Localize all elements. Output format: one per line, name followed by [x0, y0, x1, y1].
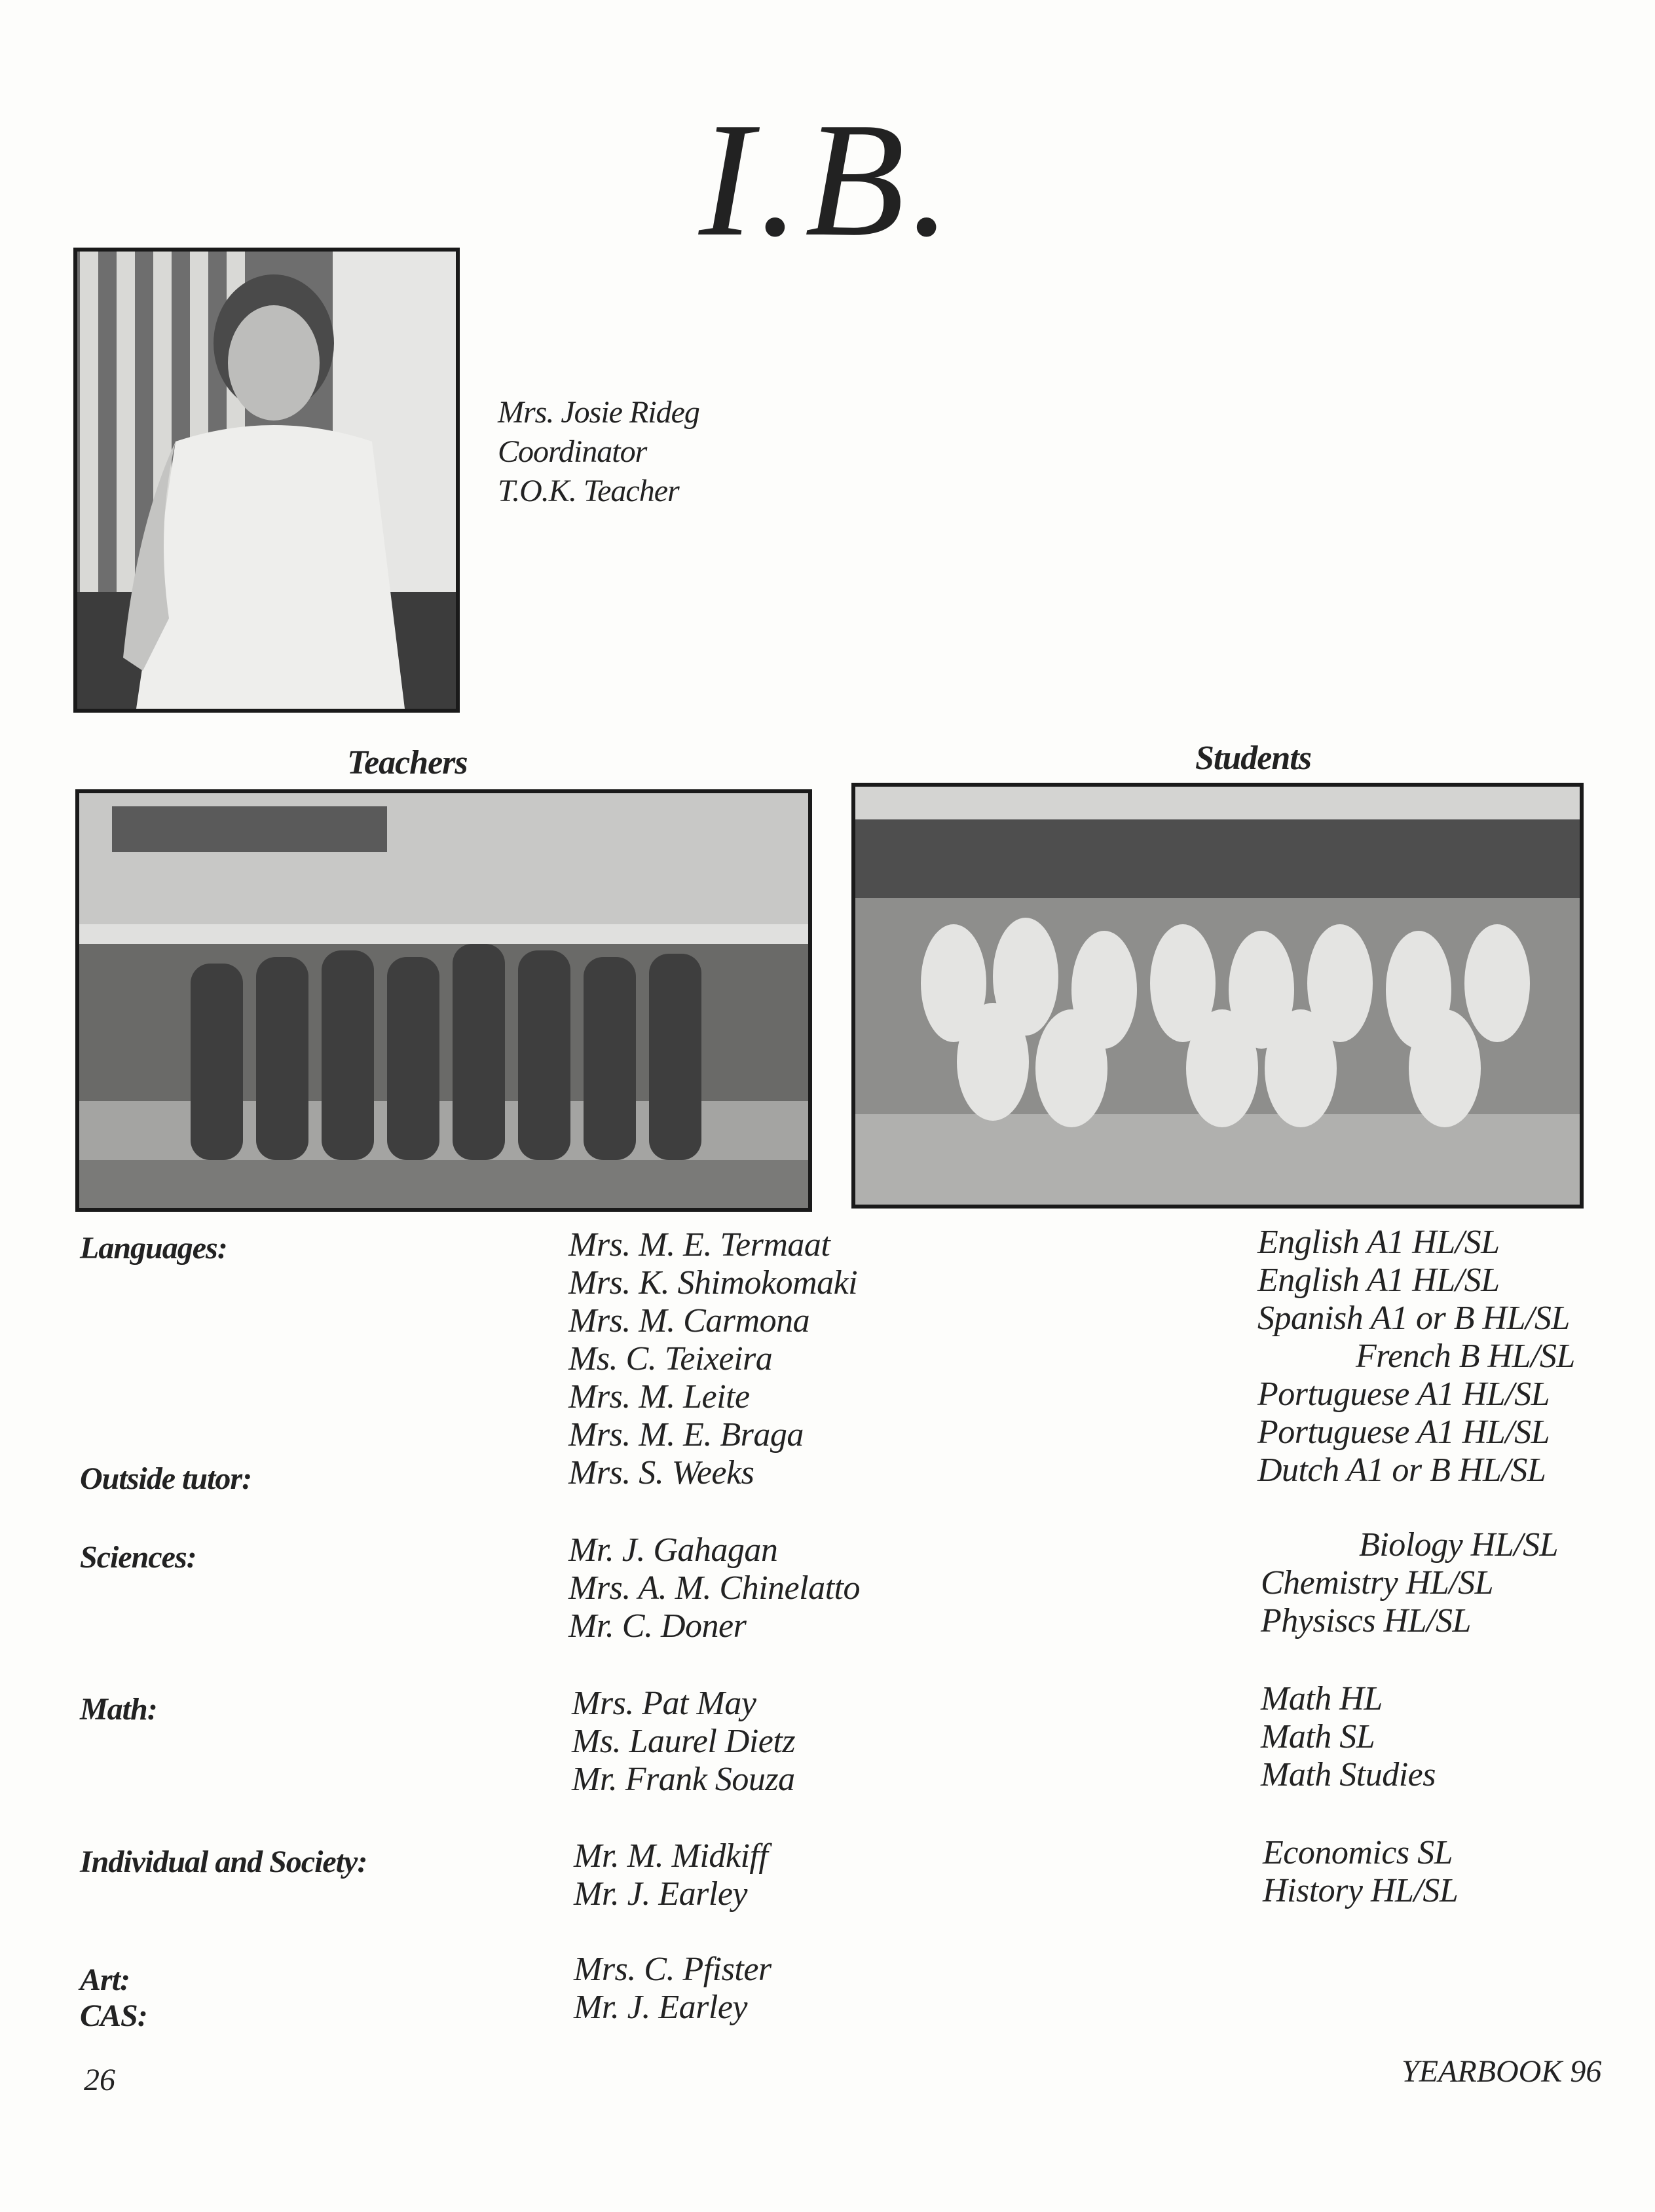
- teachers-group-photo: [75, 789, 812, 1212]
- subject-name: English A1 HL/SL: [1257, 1224, 1500, 1261]
- teacher-name: Mr. Frank Souza: [572, 1761, 795, 1798]
- teacher-name: Mrs. M. E. Termaat: [568, 1226, 830, 1264]
- subject-name: Portuguese A1 HL/SL: [1257, 1414, 1550, 1451]
- teachers-list-sciences: [568, 1531, 860, 1645]
- subject-name: Chemistry HL/SL: [1261, 1564, 1494, 1602]
- subject-name: Math SL: [1261, 1718, 1375, 1755]
- page-title: I.B.: [699, 89, 956, 271]
- section-label-languages: Languages:: [80, 1231, 227, 1265]
- teacher-name: Mr. J. Earley: [574, 1875, 747, 1913]
- subject-name: Physiscs HL/SL: [1261, 1602, 1471, 1640]
- teacher-name: Mr. M. Midkiff: [574, 1837, 768, 1875]
- teacher-name: Mrs. Pat May: [572, 1685, 756, 1722]
- students-group-image: [855, 787, 1580, 1205]
- section-label-outside-tutor: Outside tutor:: [80, 1461, 252, 1496]
- section-label-art: Art:: [80, 1962, 130, 1997]
- students-group-photo: [851, 783, 1584, 1209]
- subjects-list-sciences: [1261, 1526, 1558, 1640]
- section-label-cas: CAS:: [80, 1998, 147, 2033]
- teachers-list-individual-and-society: [574, 1837, 768, 1913]
- page-number: 26: [84, 2063, 115, 2097]
- section-label-math: Math:: [80, 1692, 157, 1727]
- teacher-name: Mr. C. Doner: [568, 1607, 747, 1645]
- subject-name: French B HL/SL: [1356, 1338, 1575, 1375]
- subjects-list-languages: [1257, 1224, 1575, 1452]
- teacher-name: Ms. Laurel Dietz: [572, 1723, 796, 1760]
- subject-name: Spanish A1 or B HL/SL: [1257, 1300, 1570, 1337]
- subject-name: Portuguese A1 HL/SL: [1257, 1376, 1550, 1413]
- teacher-name: Mrs. K. Shimokomaki: [568, 1264, 858, 1302]
- coordinator-caption: [498, 393, 699, 511]
- teacher-name: Mrs. M. Carmona: [568, 1302, 810, 1340]
- subject-name: Dutch A1 or B HL/SL: [1257, 1452, 1546, 1489]
- teacher-name: Mr. J. Gahagan: [568, 1531, 778, 1569]
- coordinator-photo: [73, 248, 460, 713]
- teacher-name: Mr. J. Earley: [574, 1989, 747, 2026]
- subjects-list-math: [1261, 1680, 1436, 1794]
- section-label-sciences: Sciences:: [80, 1540, 196, 1575]
- coordinator-name: Mrs. Josie Rideg: [498, 395, 699, 430]
- teachers-group-image: [79, 793, 808, 1208]
- subject-name: Math HL: [1261, 1680, 1383, 1717]
- teacher-name: Ms. C. Teixeira: [568, 1340, 773, 1378]
- subject-name: Economics SL: [1263, 1834, 1453, 1871]
- subjects-list-individual-and-society: [1263, 1834, 1458, 1910]
- coordinator-portrait-image: [77, 252, 456, 709]
- subject-name: English A1 HL/SL: [1257, 1262, 1500, 1299]
- students-photo-label: Students: [1195, 740, 1311, 777]
- teachers-list-languages: [568, 1226, 857, 1454]
- section-label-individual-and-society: Individual and Society:: [80, 1845, 367, 1879]
- teachers-photo-label: Teachers: [347, 744, 468, 781]
- teachers-list-math: [572, 1685, 795, 1799]
- teacher-name: Mrs. M. E. Braga: [568, 1416, 804, 1453]
- coordinator-role: Coordinator: [498, 434, 647, 469]
- teacher-name: Mrs. S. Weeks: [568, 1454, 754, 1491]
- subject-name: History HL/SL: [1263, 1872, 1459, 1909]
- coordinator-subject: T.O.K. Teacher: [498, 474, 679, 508]
- subject-name: Math Studies: [1261, 1756, 1436, 1793]
- teacher-name: Mrs. M. Leite: [568, 1378, 750, 1415]
- teacher-name: Mrs. A. M. Chinelatto: [568, 1569, 860, 1607]
- publication-footer: YEARBOOK 96: [1402, 2054, 1602, 2089]
- teacher-name: Mrs. C. Pfister: [574, 1951, 772, 1988]
- subject-name: Biology HL/SL: [1359, 1526, 1559, 1564]
